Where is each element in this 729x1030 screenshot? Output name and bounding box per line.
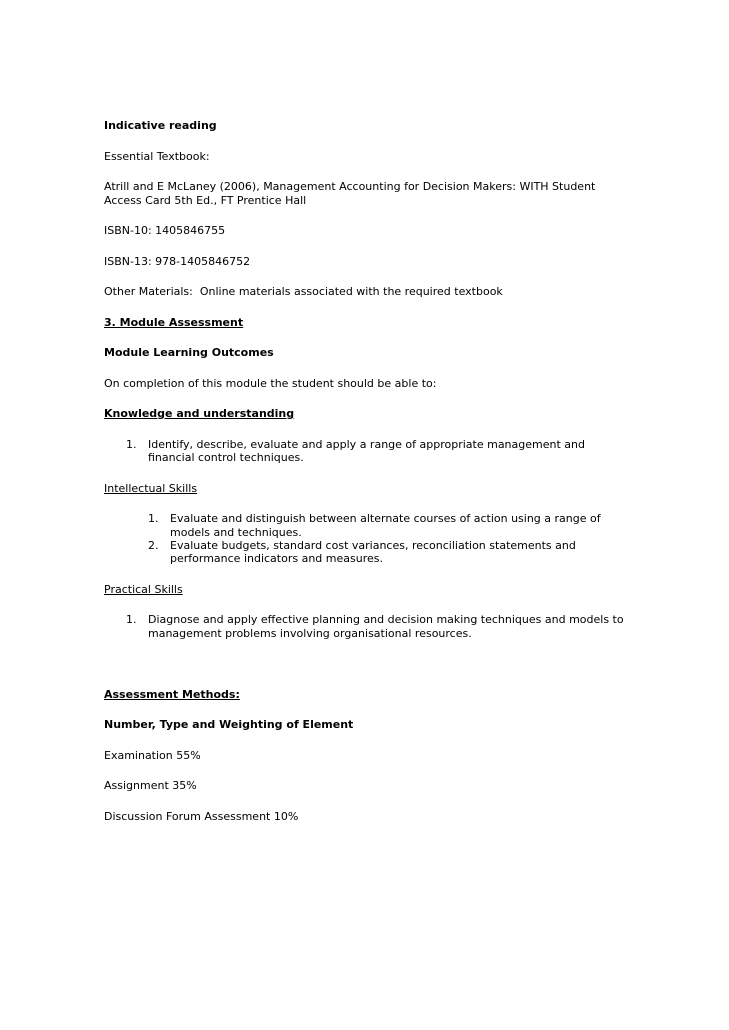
textbook-label: Essential Textbook: [104, 150, 210, 163]
module-assessment-heading: 3. Module Assessment [104, 316, 244, 329]
element-discussion-forum: Discussion Forum Assessment 10% [104, 810, 299, 823]
list-item-number: 1. [126, 438, 137, 451]
list-item-text-line-2: performance indicators and measures. [170, 552, 383, 565]
list-item-text-line-2: models and techniques. [170, 526, 302, 539]
knowledge-heading: Knowledge and understanding [104, 407, 295, 420]
list-item-number: 1. [126, 613, 137, 626]
outcomes-intro: On completion of this module the student should be able to: [104, 377, 437, 390]
assessment-methods-heading: Assessment Methods: [104, 688, 240, 701]
other-materials: Other Materials: Online materials associated with the required textbook [104, 285, 503, 298]
element-assignment: Assignment 35% [104, 779, 197, 792]
learning-outcomes-heading: Module Learning Outcomes [104, 346, 274, 359]
list-item-text-line-1: Identify, describe, evaluate and apply a range of appropriate management and [148, 438, 585, 451]
list-item-text-line-2: management problems involving organisational resources. [148, 627, 472, 640]
textbook-citation-line-2: Access Card 5th Ed., FT Prentice Hall [104, 194, 307, 207]
element-examination: Examination 55% [104, 749, 201, 762]
practical-skills-heading: Practical Skills [104, 583, 183, 596]
list-item-number: 1. [148, 512, 159, 525]
list-item-text-line-1: Evaluate budgets, standard cost variances, reconciliation statements and [170, 539, 576, 552]
list-item-number: 2. [148, 539, 159, 552]
intellectual-skills-heading: Intellectual Skills [104, 482, 198, 495]
list-item-text-line-1: Evaluate and distinguish between alternate courses of action using a range of [170, 512, 601, 525]
isbn-10: ISBN-10: 1405846755 [104, 224, 226, 237]
textbook-citation-line-1: Atrill and E McLaney (2006), Management Accounting for Decision Makers: WITH Student [104, 180, 596, 193]
isbn-13: ISBN-13: 978-1405846752 [104, 255, 251, 268]
list-item-text-line-2: financial control techniques. [148, 451, 304, 464]
indicative-reading-heading: Indicative reading [104, 119, 217, 132]
list-item-text-line-1: Diagnose and apply effective planning and decision making techniques and models to [148, 613, 624, 626]
weighting-heading: Number, Type and Weighting of Element [104, 718, 354, 731]
